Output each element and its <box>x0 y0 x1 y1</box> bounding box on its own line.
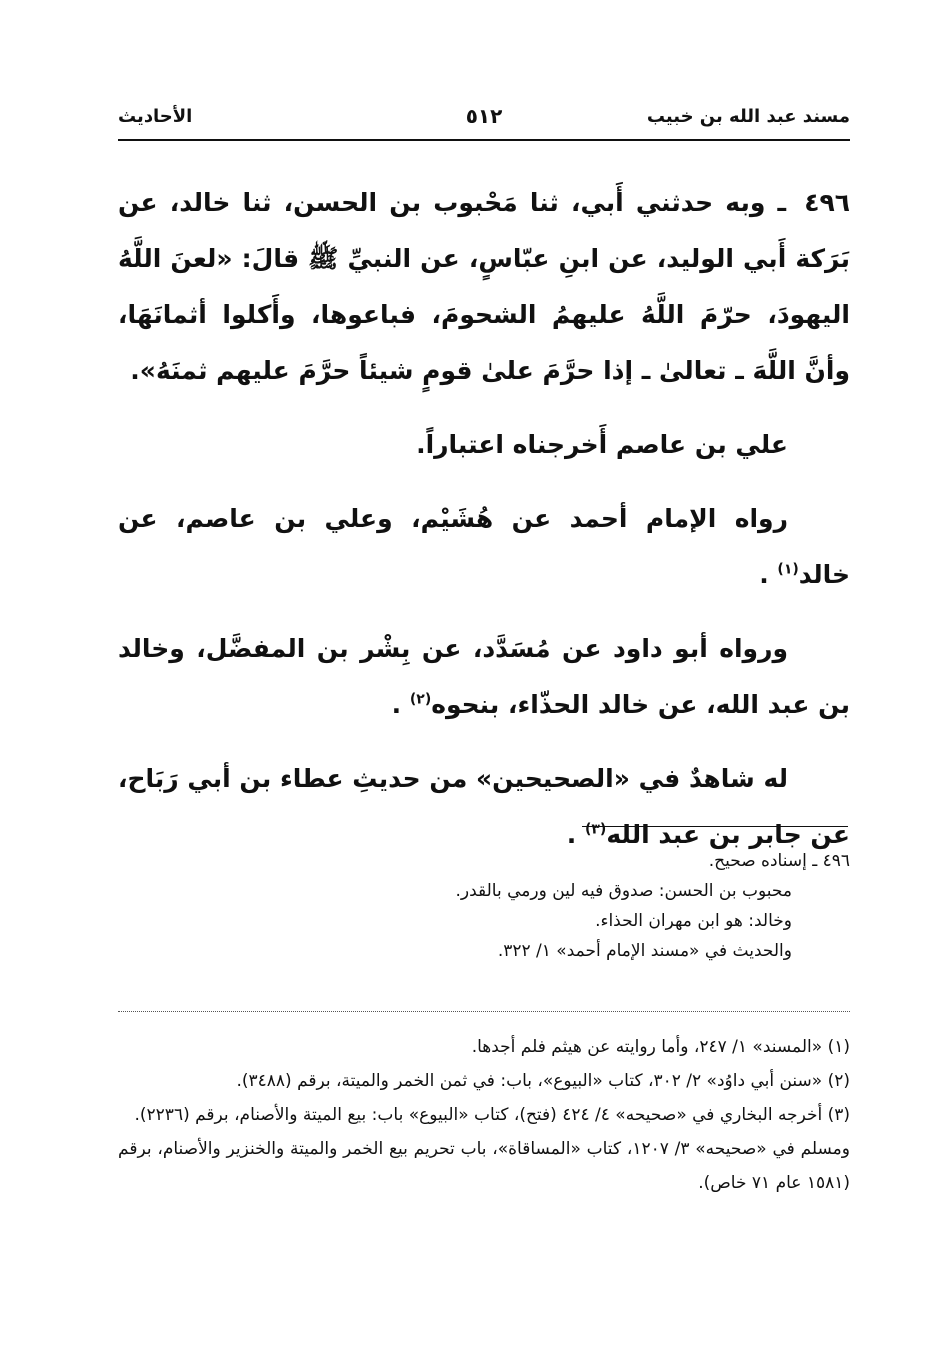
footnotes <box>118 1030 850 1200</box>
hadith-text: ـ وبه حدثني أَبي، ثنا مَحْبوب بن الحسن، ثنا خالد، عن بَرَكة أَبي الوليد، عن ابنِ عبّاسٍ، عن النبيِّ ﷺ قالَ: «لعنَ اللَّهُ اليهودَ، حرّمَ اللَّهُ عليهمُ الشحومَ، فباعوها، وأَكلوا أثمانَهَا، وأنَّ اللَّهَ ـ تعالىٰ ـ إذا حرَّمَ علىٰ قومٍ شيئاً حرَّمَ عليهم ثمنَهُ». <box>118 188 850 385</box>
page-header <box>118 100 850 138</box>
hadith-number: ٤٩٦ <box>804 188 850 217</box>
hadith-paragraph <box>118 175 850 399</box>
header-rule <box>118 139 850 141</box>
page-number: ٥١٢ <box>465 104 503 128</box>
takhrij-notes <box>118 846 850 966</box>
footnote-ref[interactable]: (١) <box>777 561 799 578</box>
footnote-item: (٣) أخرجه البخاري في «صحيحه» ٤/ ٤٢٤ (فتح)، كتاب «البيوع» باب: بيع الميتة والأصنام، برقم (٢٢٣٦). <box>134 1105 850 1125</box>
running-book-title: مسند عبد الله بن خبيب <box>646 106 850 127</box>
commentary-paragraph: رواه الإمام أحمد عن هُشَيْم، وعلي بن عاصم، عن خالد$^{(١)}$ . <box>118 504 850 589</box>
footnote-item: (٢) «سنن أبي داوُد» ٢/ ٣٠٢، كتاب «البيوع»، باب: في ثمن الخمر والميتة، برقم (٣٤٨٨). <box>236 1071 850 1091</box>
takhrij-line: وخالد: هو ابن مهران الحذاء. <box>595 911 792 931</box>
commentary-paragraph: له شاهدٌ في «الصحيحين» من حديثِ عطاء بن أبي رَبَاح، عن جابر بن عبد الله$^{(٣)}$ . <box>118 764 850 849</box>
main-text <box>118 175 850 863</box>
commentary-paragraph: ورواه أبو داود عن مُسَدَّد، عن بِشْر بن المفضَّل، وخالد بن عبد الله، عن خالد الحذّاء، بنحوه$^{(٢)}$ . <box>118 634 850 719</box>
footnote-ref[interactable]: (٢) <box>409 691 432 708</box>
takhrij-lead: ٤٩٦ ـ إسناده صحيح. <box>708 851 850 871</box>
footnote-item: (١) «المسند» ١/ ٢٤٧، وأما روايته عن هيثم فلم أجدها. <box>471 1037 850 1057</box>
dotted-separator <box>118 1011 850 1012</box>
footnote-separator <box>582 826 848 827</box>
takhrij-line: والحديث في «مسند الإمام أحمد» ١/ ٣٢٢. <box>497 941 792 961</box>
footnote-item: ومسلم في «صحيحه» ٣/ ١٢٠٧، كتاب «المساقاة»، باب تحريم بيع الخمر والميتة والخنزير والأصنام، برقم (١٥٨١ عام ٧١ خاص). <box>118 1139 850 1193</box>
commentary-paragraph: علي بن عاصم أَخرجناه اعتباراً. <box>416 430 788 459</box>
footnote-ref[interactable]: (٣) <box>584 821 607 838</box>
takhrij-line: محبوب بن الحسن: صدوق فيه لين ورمي بالقدر. <box>455 881 792 901</box>
running-section-title: الأحاديث <box>118 106 193 127</box>
